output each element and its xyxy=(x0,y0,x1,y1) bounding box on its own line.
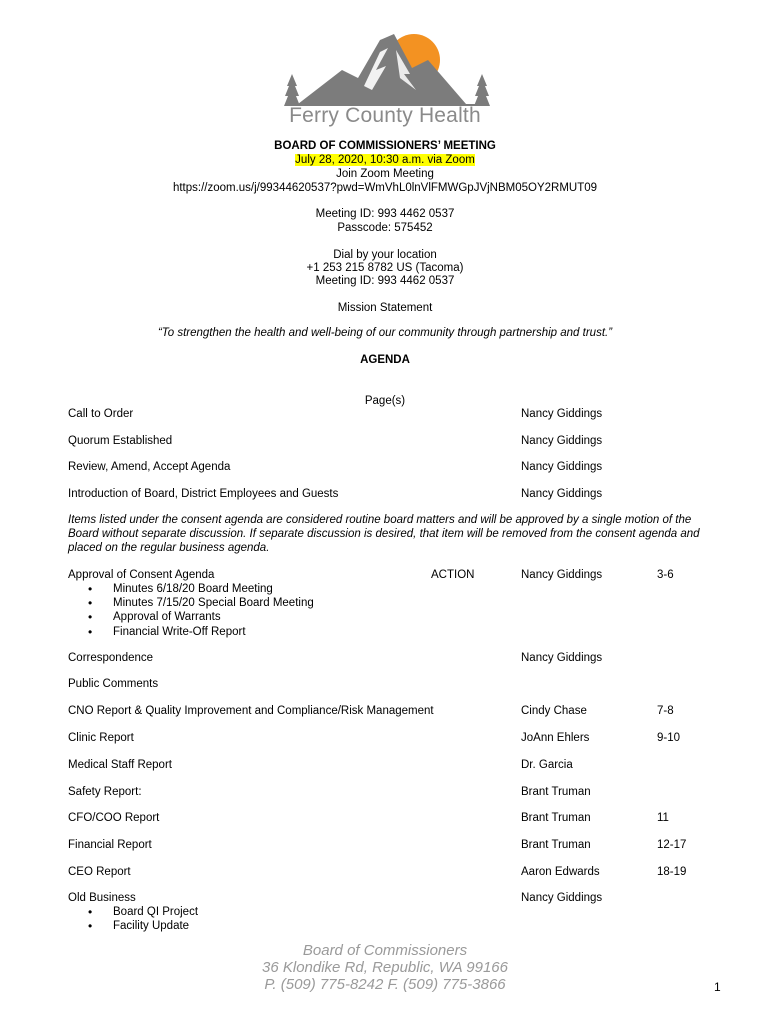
agenda-presenter: Nancy Giddings xyxy=(521,652,603,664)
mission-label: Mission Statement xyxy=(337,302,433,314)
footer-phone: P. (509) 775-8242 F. (509) 775-3866 xyxy=(264,976,506,993)
mission-text: “To strengthen the health and well-being of our community through partnership and trust.” xyxy=(157,327,613,339)
dial-label: Dial by your location xyxy=(333,249,437,261)
agenda-presenter: Cindy Chase xyxy=(521,705,587,717)
agenda-pages: 3-6 xyxy=(657,569,674,581)
agenda-item: Quorum Established xyxy=(68,435,173,447)
agenda-pages: 11 xyxy=(657,812,669,824)
consent-subitems xyxy=(86,582,314,639)
footer-board-name: Board of Commissioners xyxy=(302,942,468,959)
page-number: 1 xyxy=(714,980,721,994)
agenda-item: Public Comments xyxy=(68,678,159,690)
agenda-presenter: Nancy Giddings xyxy=(521,408,603,420)
footer-address: 36 Klondike Rd, Republic, WA 99166 xyxy=(262,959,508,976)
agenda-item: Medical Staff Report xyxy=(68,759,172,771)
list-item: • Facility Update xyxy=(86,919,198,933)
org-name: Ferry County Health xyxy=(289,104,481,127)
list-item: • Approval of Warrants xyxy=(86,610,314,624)
agenda-action: ACTION xyxy=(431,569,475,581)
agenda-pages: 18-19 xyxy=(657,866,687,878)
agenda-presenter: Nancy Giddings xyxy=(521,461,603,473)
agenda-item: Clinic Report xyxy=(68,732,134,744)
agenda-presenter: Nancy Giddings xyxy=(521,435,603,447)
agenda-presenter: Nancy Giddings xyxy=(521,569,603,581)
agenda-presenter: JoAnn Ehlers xyxy=(521,732,590,744)
agenda-heading: AGENDA xyxy=(360,354,410,366)
agenda-presenter: Brant Truman xyxy=(521,812,591,824)
agenda-item: Approval of Consent Agenda xyxy=(68,569,215,581)
agenda-item: Old Business xyxy=(68,892,136,904)
agenda-presenter: Nancy Giddings xyxy=(521,892,603,904)
agenda-item: Correspondence xyxy=(68,652,154,664)
agenda-pages: 7-8 xyxy=(657,705,674,717)
agenda-presenter: Nancy Giddings xyxy=(521,488,603,500)
list-item: • Financial Write-Off Report xyxy=(86,625,314,639)
meeting-title: BOARD OF COMMISSIONERS’ MEETING xyxy=(274,140,496,152)
list-item: • Minutes 7/15/20 Special Board Meeting xyxy=(86,596,314,610)
dial-number: +1 253 215 8782 US (Tacoma) xyxy=(306,262,464,274)
agenda-item: CFO/COO Report xyxy=(68,812,160,824)
agenda-pages: 12-17 xyxy=(657,839,687,851)
meeting-date-line xyxy=(0,153,770,167)
passcode: Passcode: 575452 xyxy=(337,222,433,234)
agenda-item: Safety Report: xyxy=(68,786,142,798)
join-zoom-label: Join Zoom Meeting xyxy=(336,168,434,180)
list-item: • Minutes 6/18/20 Board Meeting xyxy=(86,582,314,596)
agenda-presenter: Brant Truman xyxy=(521,839,591,851)
agenda-presenter: Aaron Edwards xyxy=(521,866,600,878)
agenda-item: Review, Amend, Accept Agenda xyxy=(68,461,231,473)
list-item: • Board QI Project xyxy=(86,905,198,919)
agenda-item: Call to Order xyxy=(68,408,134,420)
consent-agenda-note: Items listed under the consent agenda are considered routine board matters and will be approved by a single motion of the Board without separate discussion. If separate discussion is desired, that item will be removed from the consent agenda and placed on the regular business agenda. xyxy=(68,514,700,554)
agenda-item: Introduction of Board, District Employees and Guests xyxy=(68,488,339,500)
pages-heading: Page(s) xyxy=(364,395,406,407)
zoom-link[interactable]: https://zoom.us/j/99344620537?pwd=WmVhL0lnVlFMWGpJVjNBM05OY2RMUT09 xyxy=(172,182,598,194)
agenda-item: Financial Report xyxy=(68,839,152,851)
meeting-date: July 28, 2020, 10:30 a.m. via Zoom xyxy=(295,154,475,166)
agenda-pages: 9-10 xyxy=(657,732,681,744)
agenda-item: CEO Report xyxy=(68,866,131,878)
agenda-presenter: Brant Truman xyxy=(521,786,591,798)
dial-meeting-id: Meeting ID: 993 4462 0537 xyxy=(315,275,455,287)
old-business-subitems xyxy=(86,905,198,933)
agenda-presenter: Dr. Garcia xyxy=(521,759,573,771)
meeting-id: Meeting ID: 993 4462 0537 xyxy=(315,208,455,220)
agenda-item: CNO Report & Quality Improvement and Compliance/Risk Management xyxy=(68,705,434,717)
